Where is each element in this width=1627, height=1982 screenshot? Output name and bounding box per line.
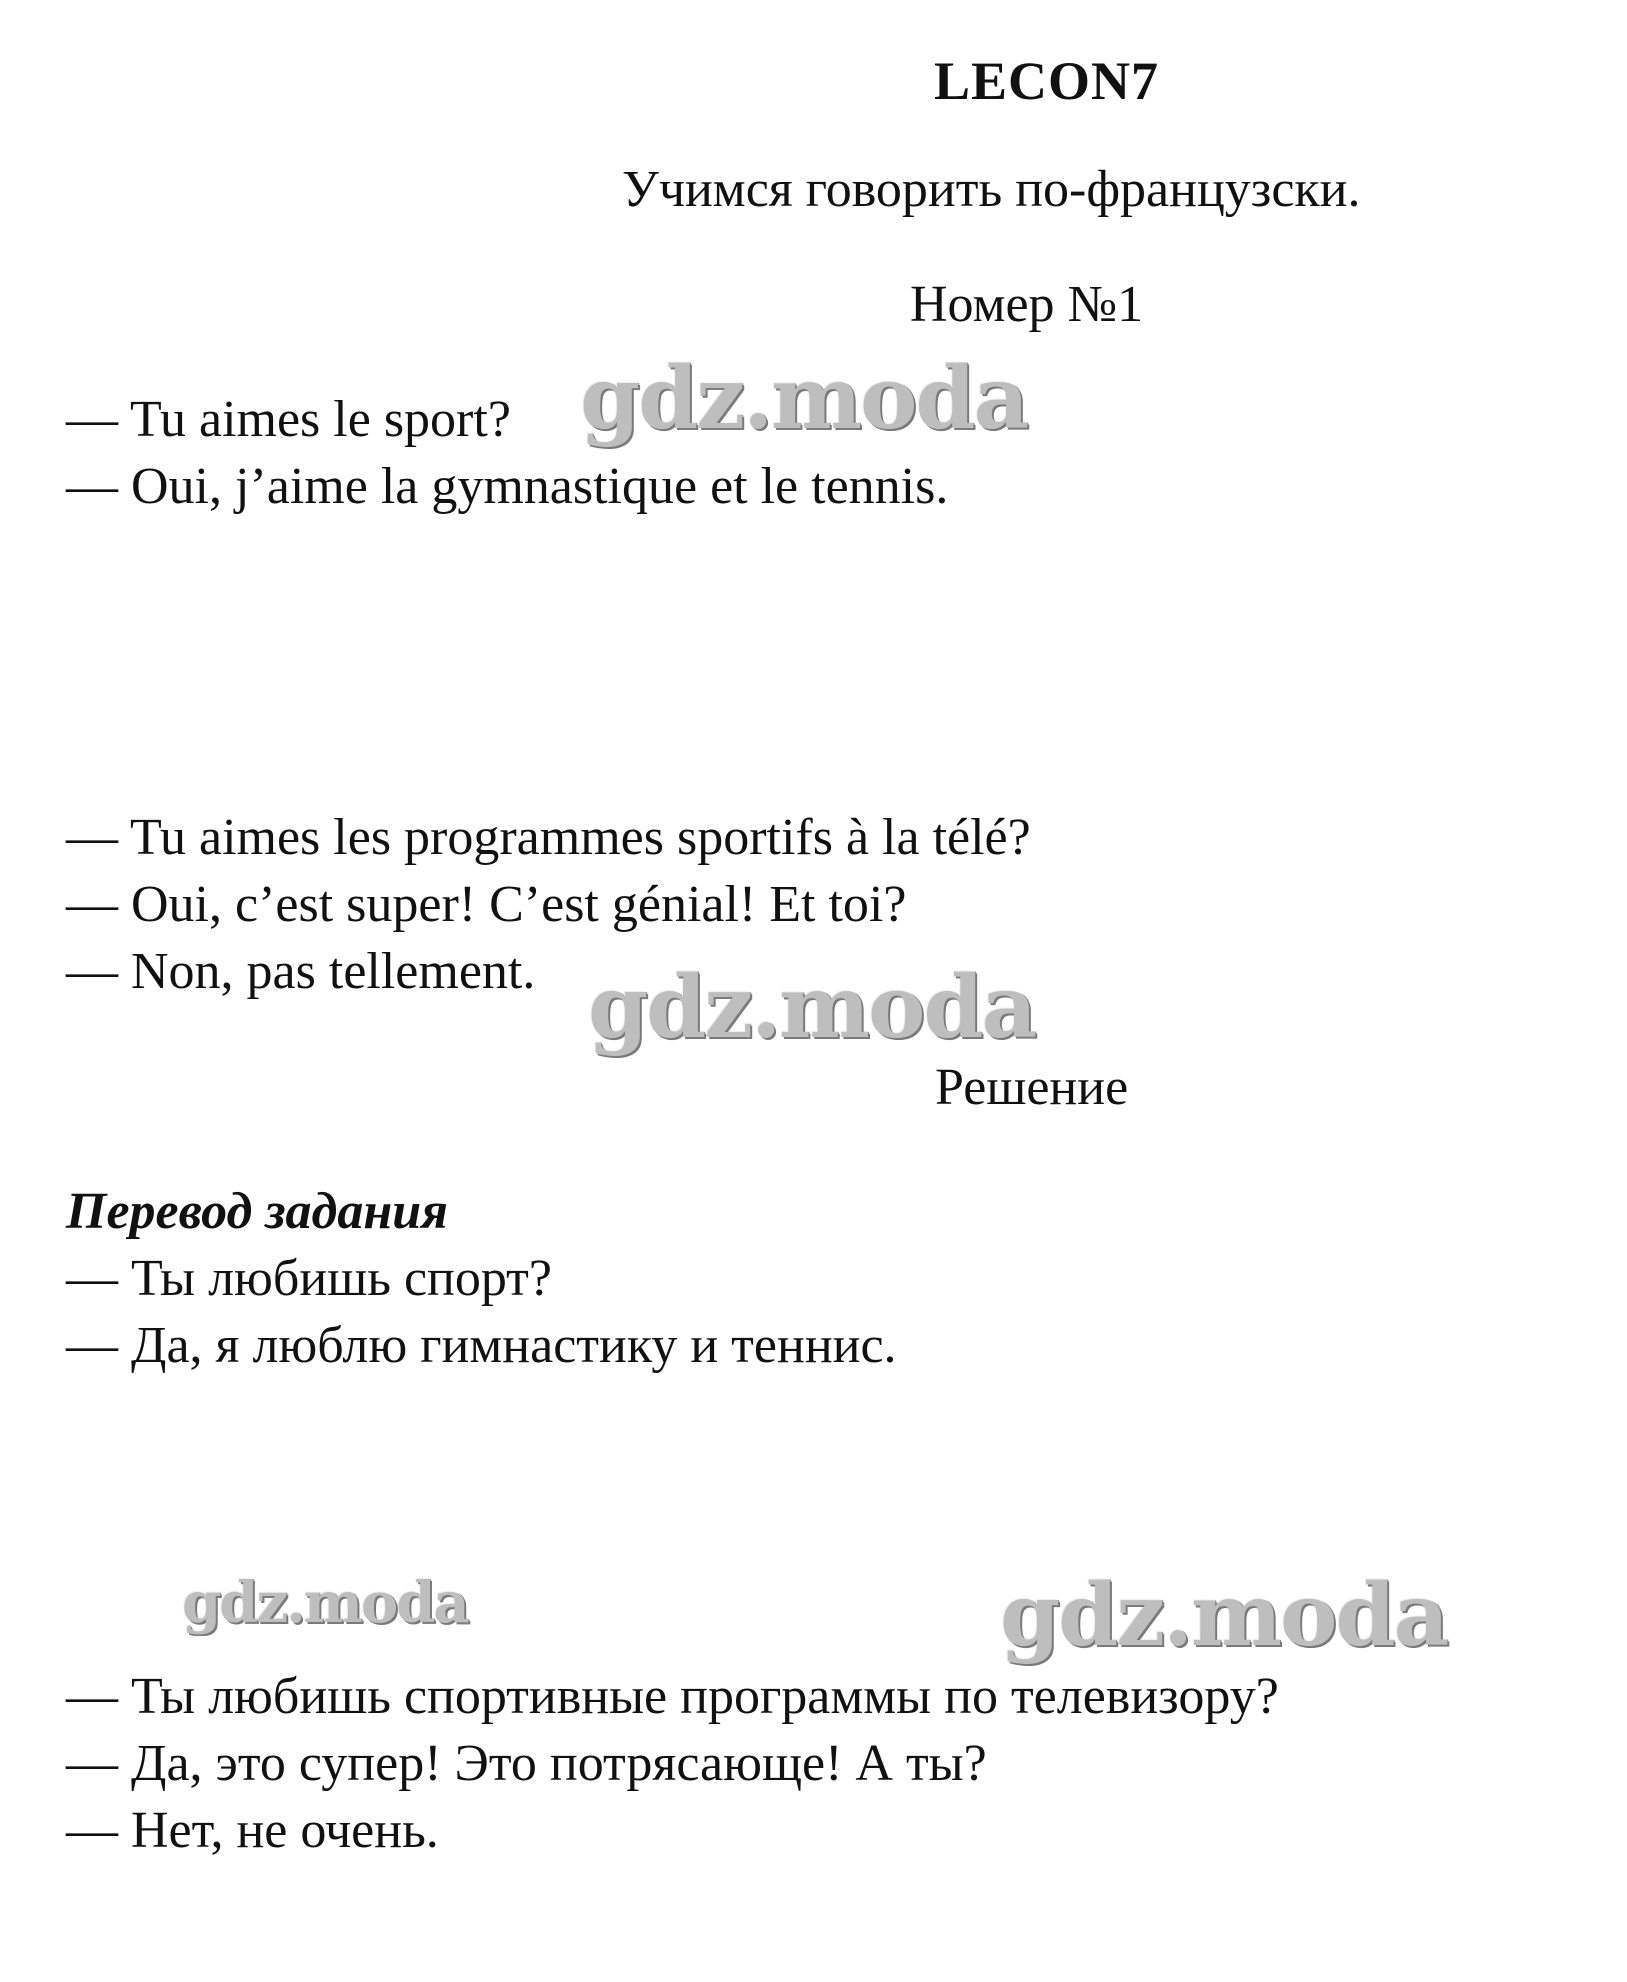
watermark: gdz.moda (182, 1570, 468, 1636)
translation-dialogue-line: — Ты любишь спортивные программы по телевизору? (66, 1668, 1279, 1725)
watermark: gdz.moda (580, 348, 1028, 449)
solution-label: Решение (935, 1059, 1129, 1116)
lesson-title: LECON7 (934, 51, 1160, 111)
lesson-subtitle: Учимся говорить по-французски. (622, 161, 1361, 218)
translation-heading: Перевод задания (66, 1183, 448, 1240)
translation-dialogue-line: — Да, это супер! Это потрясающе! А ты? (66, 1735, 987, 1792)
task-dialogue-line: — Tu aimes les programmes sportifs à la télé? (66, 809, 1031, 866)
watermark: gdz.moda (588, 957, 1036, 1058)
task-dialogue-line: — Non, pas tellement. (66, 943, 536, 1000)
exercise-number: Номер №1 (910, 276, 1144, 333)
task-dialogue-line: — Oui, c’est super! C’est génial! Et toi? (66, 876, 907, 933)
translation-dialogue-line: — Нет, не очень. (66, 1802, 439, 1859)
watermark: gdz.moda (1000, 1565, 1448, 1666)
task-dialogue-line: — Tu aimes le sport? (66, 391, 511, 448)
task-dialogue-line: — Oui, j’aime la gymnastique et le tennis. (66, 458, 949, 515)
translation-dialogue-line: — Ты любишь спорт? (66, 1250, 552, 1307)
translation-dialogue-line: — Да, я люблю гимнастику и теннис. (66, 1317, 897, 1374)
